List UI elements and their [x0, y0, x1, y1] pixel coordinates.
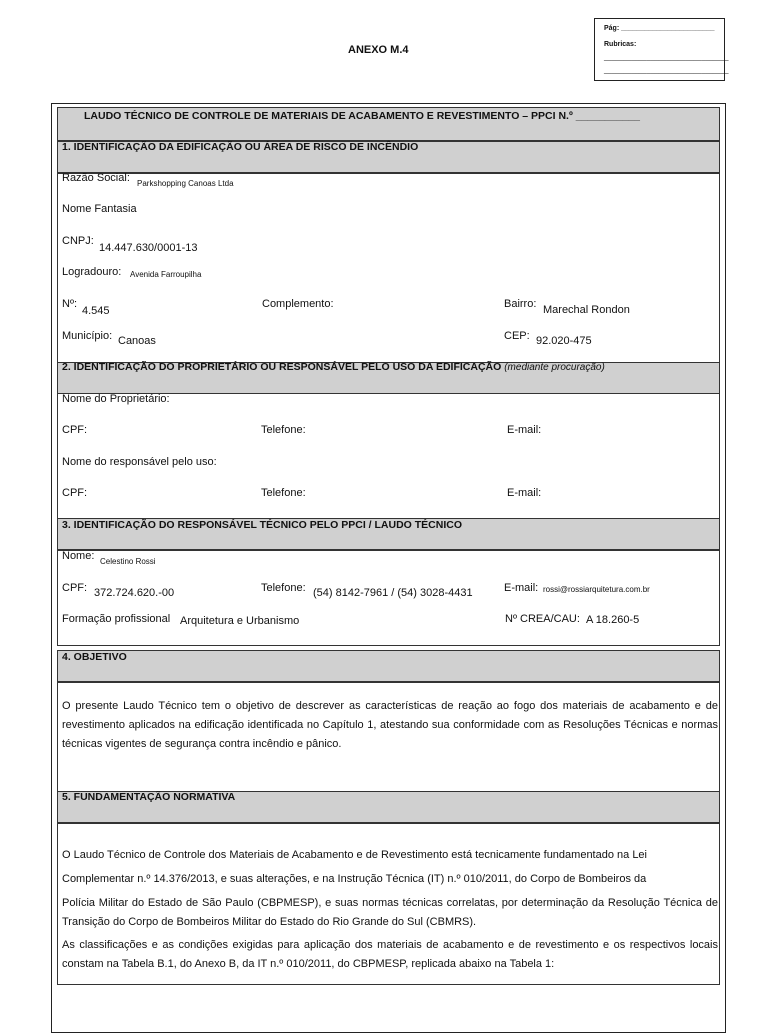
annex-title: ANEXO M.4 — [348, 44, 409, 56]
complemento-label: Complemento: — [262, 298, 334, 310]
razao-social-value: Parkshopping Canoas Ltda — [137, 179, 234, 188]
cep-label: CEP: — [504, 330, 530, 342]
rt-email-value: rossi@rossiarquitetura.com.br — [543, 585, 650, 594]
section5-title: 5. FUNDAMENTAÇÃO NORMATIVA — [62, 791, 236, 803]
telefone-proprietario-label: Telefone: — [261, 424, 306, 436]
page-number-field: Pág: ________________________ — [604, 25, 715, 32]
rt-nome-label: Nome: — [62, 550, 95, 562]
section1-body — [57, 173, 720, 363]
proprietario-label: Nome do Proprietário: — [62, 393, 170, 405]
razao-social-label: Razão Social: — [62, 172, 130, 184]
section2-title-note: (mediante procuração) — [504, 362, 605, 373]
logradouro-value: Avenida Farroupilha — [130, 270, 202, 279]
fundamentacao-rest: Polícia Militar do Estado de São Paulo (CBPMESP), e suas normas técnicas correlatas, por determinação da Resolução Técnica de Transição do Corpo de Bombeiros Militar do Estado do Rio Grande do Sul (CBMRS). — [62, 897, 718, 928]
crea-value: A 18.260-5 — [586, 614, 640, 626]
crea-label: Nº CREA/CAU: — [505, 613, 580, 625]
cep-value: 92.020-475 — [536, 335, 592, 347]
cnpj-label: CNPJ: — [62, 235, 94, 247]
rt-cpf-value: 372.724.620.-00 — [94, 587, 175, 599]
rt-email-label: E-mail: — [504, 582, 539, 594]
section2-title-text: 2. IDENTIFICAÇÃO DO PROPRIETÁRIO OU RESPONSÁVEL PELO USO DA EDIFICAÇÃO — [62, 361, 502, 373]
email-proprietario-label: E-mail: — [507, 424, 542, 436]
rubricas-line-1: ________________________________ — [604, 54, 729, 61]
municipio-label: Município: — [62, 330, 113, 342]
numero-label: Nº: — [62, 298, 78, 310]
fundamentacao-line-2: Complementar n.º 14.376/2013, e suas alterações, e na Instrução Técnica (IT) n.º 010/2011, do Corpo de Bombeiros da — [62, 873, 647, 885]
numero-value: 4.545 — [82, 305, 110, 317]
email-responsavel-label: E-mail: — [507, 487, 542, 499]
rt-cpf-label: CPF: — [62, 582, 88, 594]
cnpj-value: 14.447.630/0001-13 — [99, 242, 198, 254]
bairro-value: Marechal Rondon — [543, 304, 630, 316]
municipio-value: Canoas — [118, 335, 156, 347]
telefone-responsavel-label: Telefone: — [261, 487, 306, 499]
rt-telefone-value: (54) 8142-7961 / (54) 3028-4431 — [313, 587, 473, 599]
formacao-label: Formação profissional — [62, 613, 171, 625]
formacao-value: Arquitetura e Urbanismo — [180, 615, 300, 627]
section4-header — [57, 650, 720, 682]
bairro-label: Bairro: — [504, 298, 537, 310]
logradouro-label: Logradouro: — [62, 266, 122, 278]
rubricas-line-2: ________________________________ — [604, 67, 729, 74]
nome-fantasia-label: Nome Fantasia — [62, 203, 137, 215]
section4-title: 4. OBJETIVO — [62, 651, 127, 663]
rubricas-label: Rubricas: — [604, 41, 637, 48]
cpf-responsavel-label: CPF: — [62, 487, 88, 499]
page-rubric-box — [594, 18, 729, 81]
objetivo-text: O presente Laudo Técnico tem o objetivo de descrever as características de reação ao fogo dos materiais de acabamento e de revestimento aplicados na edificação identificada no Capítulo 1, atestando sua conformidade com as Resoluções Técnicas e normas técnicas vigentes de segurança contra incêndio e pânico. — [62, 700, 718, 750]
cpf-proprietario-label: CPF: — [62, 424, 88, 436]
section3-title: 3. IDENTIFICAÇÃO DO RESPONSÁVEL TÉCNICO PELO PPCI / LAUDO TÉCNICO — [62, 519, 463, 531]
section1-title: 1. IDENTIFICAÇÃO DA EDIFICAÇÃO OU ÁREA DE RISCO DE INCÊNDIO — [62, 141, 419, 153]
responsavel-uso-label: Nome do responsável pelo uso: — [62, 456, 217, 468]
fundamentacao-para-2: As classificações e as condições exigidas para aplicação dos materiais de acabamento e de revestimento e os respectivos locais constam na Tabela B.1, do Anexo B, da IT n.º 010/2011, do CBPMESP, replicada abaixo na Tabela 1: — [62, 939, 718, 970]
report-title: LAUDO TÉCNICO DE CONTROLE DE MATERIAIS DE ACABAMENTO E REVESTIMENTO – PPCI N.º ___________ — [84, 110, 640, 122]
rt-nome-value: Celestino Rossi — [100, 557, 156, 566]
rt-telefone-label: Telefone: — [261, 582, 306, 594]
section2-title — [62, 361, 605, 373]
fundamentacao-line-1: O Laudo Técnico de Controle dos Materiais de Acabamento e de Revestimento está tecnicamente fundamentado na Lei — [62, 849, 647, 861]
